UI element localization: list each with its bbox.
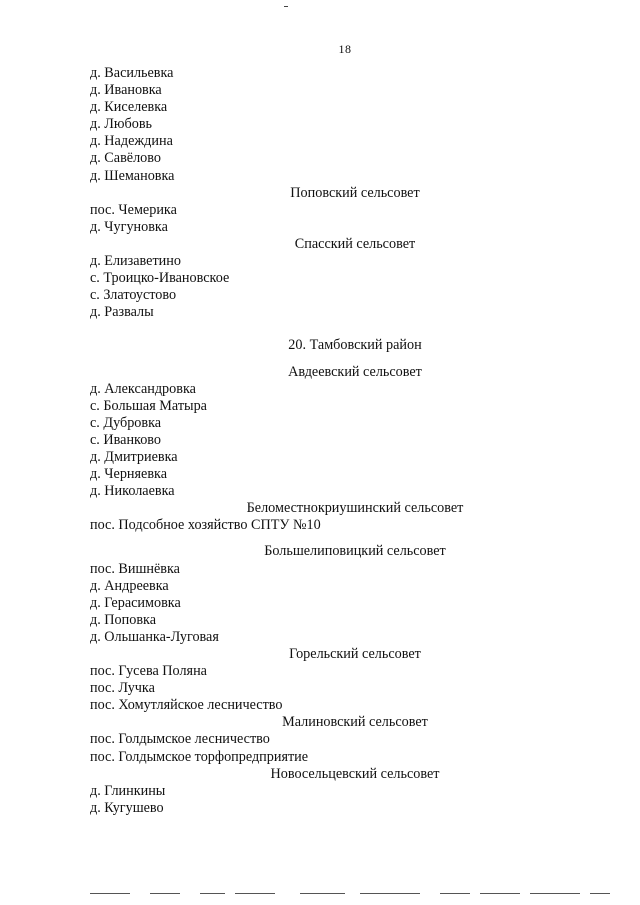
council-heading: Горельский сельсовет xyxy=(289,646,421,662)
scan-noise-segment xyxy=(530,893,580,894)
settlement-item: д. Александровка xyxy=(90,380,196,397)
scan-noise-segment xyxy=(150,893,180,894)
settlement-item: пос. Голдымское торфопредприятие xyxy=(90,748,309,765)
settlement-item: д. Савёлово xyxy=(90,150,161,167)
settlement-item: пос. Хомутляйское лесничество xyxy=(90,697,283,714)
scan-artifact xyxy=(284,6,288,7)
settlement-item: д. Глинкины xyxy=(90,782,166,799)
council-heading: Новосельцевский сельсовет xyxy=(270,765,440,782)
scan-noise-segment xyxy=(200,893,225,894)
settlement-item: д. Поповка xyxy=(90,611,157,628)
settlement-item: д. Надеждина xyxy=(90,133,173,150)
settlement-item: д. Ивановка xyxy=(90,82,162,99)
settlement-item: пос. Подсобное хозяйство СПТУ №10 xyxy=(90,517,321,534)
settlement-item: д. Развалы xyxy=(90,304,154,321)
settlement-item: с. Троицко-Ивановское xyxy=(90,270,230,287)
settlement-item: пос. Гусева Поляна xyxy=(90,663,207,680)
scan-noise-segment xyxy=(440,893,470,894)
settlement-item: д. Шемановка xyxy=(90,167,175,184)
settlement-item: д. Дмитриевка xyxy=(90,448,178,465)
settlement-item: д. Чугуновка xyxy=(90,218,168,235)
scan-noise-segment xyxy=(300,893,345,894)
settlement-item: пос. Вишнёвка xyxy=(90,560,180,577)
settlement-item: с. Дубровка xyxy=(90,414,162,431)
settlement-item: с. Большая Матыра xyxy=(90,397,207,414)
scan-noise-segment xyxy=(360,893,420,894)
settlement-item: д. Ольшанка-Луговая xyxy=(90,628,219,645)
settlement-item: д. Андреевка xyxy=(90,577,169,594)
council-heading: Поповский сельсовет xyxy=(290,184,420,201)
scan-footer-artifact xyxy=(0,893,640,899)
settlement-item: д. Киселевка xyxy=(90,99,168,116)
settlement-item: д. Любовь xyxy=(90,116,153,133)
settlement-item: д. Кугушево xyxy=(90,799,164,816)
settlement-item: д. Николаевка xyxy=(90,483,175,500)
district-heading: 20. Тамбовский район xyxy=(288,337,422,354)
scan-noise-segment xyxy=(235,893,275,894)
scan-noise-segment xyxy=(90,893,130,894)
page-number: 18 xyxy=(338,42,352,56)
settlement-item: пос. Голдымское лесничество xyxy=(90,731,270,748)
council-heading: Беломестнокриушинский сельсовет xyxy=(246,500,464,517)
settlement-item: д. Васильевка xyxy=(90,65,174,81)
scan-noise-segment xyxy=(590,893,610,894)
settlement-item: с. Златоустово xyxy=(90,287,177,304)
scan-noise-segment xyxy=(480,893,520,894)
settlement-list xyxy=(90,65,600,817)
council-heading: Большелиповицкий сельсовет xyxy=(264,543,446,560)
settlement-item: д. Елизаветино xyxy=(90,253,181,270)
council-heading: Малиновский сельсовет xyxy=(282,714,428,731)
settlement-item: пос. Чемерика xyxy=(90,201,177,218)
council-heading: Спасский сельсовет xyxy=(294,235,416,252)
settlement-item: с. Иванково xyxy=(90,431,161,448)
settlement-item: д. Черняевка xyxy=(90,466,168,483)
settlement-item: д. Герасимовка xyxy=(90,594,181,611)
settlement-item: пос. Лучка xyxy=(90,680,155,697)
council-heading: Авдеевский сельсовет xyxy=(288,363,422,380)
